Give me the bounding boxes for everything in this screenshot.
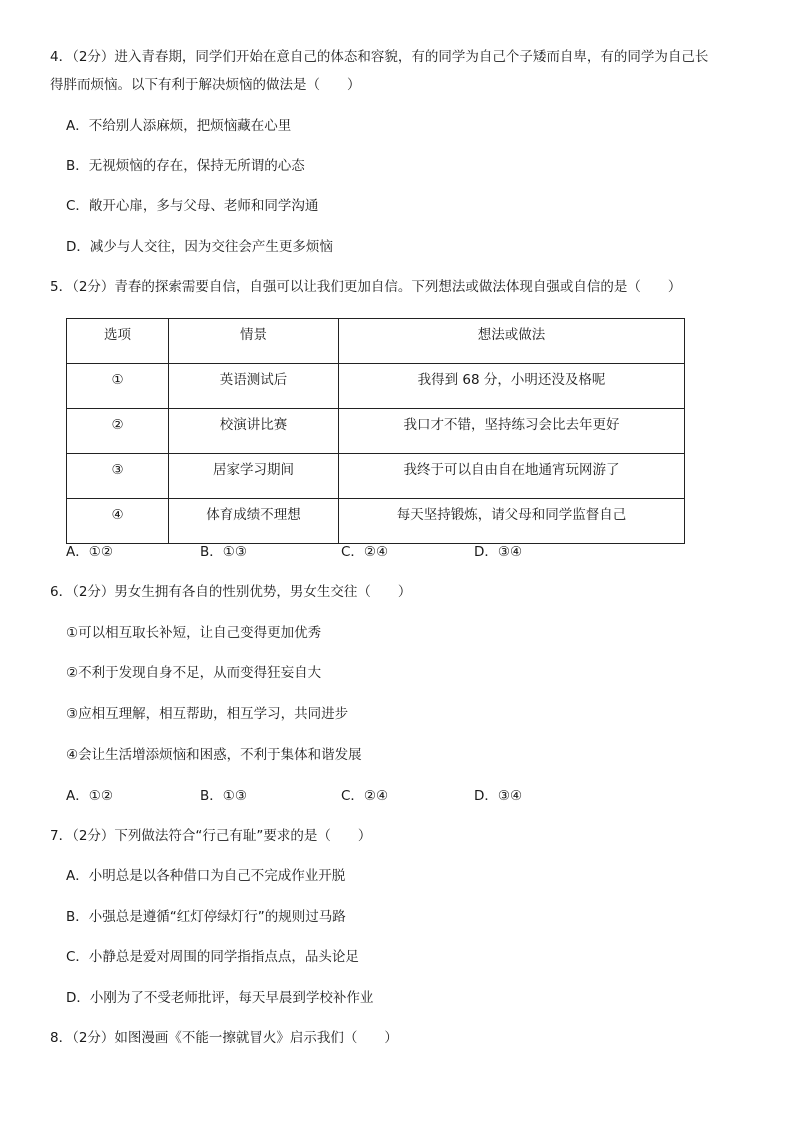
- table-row: [67, 454, 685, 499]
- q6-option-c: C．②④: [341, 788, 389, 804]
- q6-statement-2: ②不利于发现自身不足，从而变得狂妄自大: [66, 665, 322, 681]
- q5-option-a: A．①②: [66, 544, 113, 560]
- table-cell: 体育成绩不理想: [169, 499, 339, 544]
- table-cell: 英语测试后: [169, 364, 339, 409]
- q4-option-a: A．不给别人添麻烦，把烦恼藏在心里: [66, 118, 292, 134]
- q6-stem: 6．（2分）男女生拥有各自的性别优势，男女生交往（ ）: [50, 584, 412, 600]
- q8-stem: 8．（2分）如图漫画《不能一擦就冒火》启示我们（ ）: [50, 1030, 398, 1046]
- table-header: 情景: [169, 319, 339, 364]
- table-cell: 我口才不错，坚持练习会比去年更好: [339, 409, 685, 454]
- q4-stem-line1: 4．（2分）进入青春期，同学们开始在意自己的体态和容貌，有的同学为自己个子矮而自卑，有的同学为自己长: [50, 49, 709, 65]
- q4-option-b: B．无视烦恼的存在，保持无所谓的心态: [66, 158, 305, 174]
- table-cell: 校演讲比赛: [169, 409, 339, 454]
- table-cell: 我得到 68 分，小明还没及格呢: [339, 364, 685, 409]
- table-cell: ④: [67, 499, 169, 544]
- table-cell: 居家学习期间: [169, 454, 339, 499]
- table-cell: 我终于可以自由自在地通宵玩网游了: [339, 454, 685, 499]
- q7-option-d: D．小刚为了不受老师批评，每天早晨到学校补作业: [66, 990, 374, 1006]
- q7-stem: 7．（2分）下列做法符合“行己有耻”要求的是（ ）: [50, 828, 372, 844]
- table-header: 选项: [67, 319, 169, 364]
- q5-options: [66, 542, 686, 562]
- q6-statement-1: ①可以相互取长补短，让自己变得更加优秀: [66, 625, 322, 641]
- table-header-row: [67, 319, 685, 364]
- q5-option-d: D．③④: [474, 544, 523, 560]
- q6-option-d: D．③④: [474, 788, 523, 804]
- q7-option-a: A．小明总是以各种借口为自己不完成作业开脱: [66, 868, 346, 884]
- q6-statement-3: ③应相互理解，相互帮助，相互学习，共同进步: [66, 706, 349, 722]
- q5-stem: 5．（2分）青春的探索需要自信，自强可以让我们更加自信。下列想法或做法体现自强或自信的是（ ）: [50, 279, 682, 295]
- table-row: [67, 409, 685, 454]
- table-header: 想法或做法: [339, 319, 685, 364]
- q5-table: [66, 318, 685, 544]
- q6-option-a: A．①②: [66, 788, 113, 804]
- q6-statement-4: ④会让生活增添烦恼和困惑，不利于集体和谐发展: [66, 747, 362, 763]
- q7-option-b: B．小强总是遵循“红灯停绿灯行”的规则过马路: [66, 909, 346, 925]
- q5-option-b: B．①③: [200, 544, 247, 560]
- table-cell: ③: [67, 454, 169, 499]
- q6-option-b: B．①③: [200, 788, 247, 804]
- q7-option-c: C．小静总是爱对周围的同学指指点点，品头论足: [66, 949, 359, 965]
- table-cell: ①: [67, 364, 169, 409]
- q4-option-d: D．减少与人交往，因为交往会产生更多烦恼: [66, 239, 333, 255]
- table-cell: 每天坚持锻炼，请父母和同学监督自己: [339, 499, 685, 544]
- table-row: [67, 499, 685, 544]
- q4-stem-line2: 得胖而烦恼。以下有利于解决烦恼的做法是（ ）: [50, 77, 361, 93]
- table-row: [67, 364, 685, 409]
- q4-option-c: C．敞开心扉，多与父母、老师和同学沟通: [66, 198, 319, 214]
- q5-option-c: C．②④: [341, 544, 389, 560]
- table-cell: ②: [67, 409, 169, 454]
- q6-options: [66, 786, 686, 806]
